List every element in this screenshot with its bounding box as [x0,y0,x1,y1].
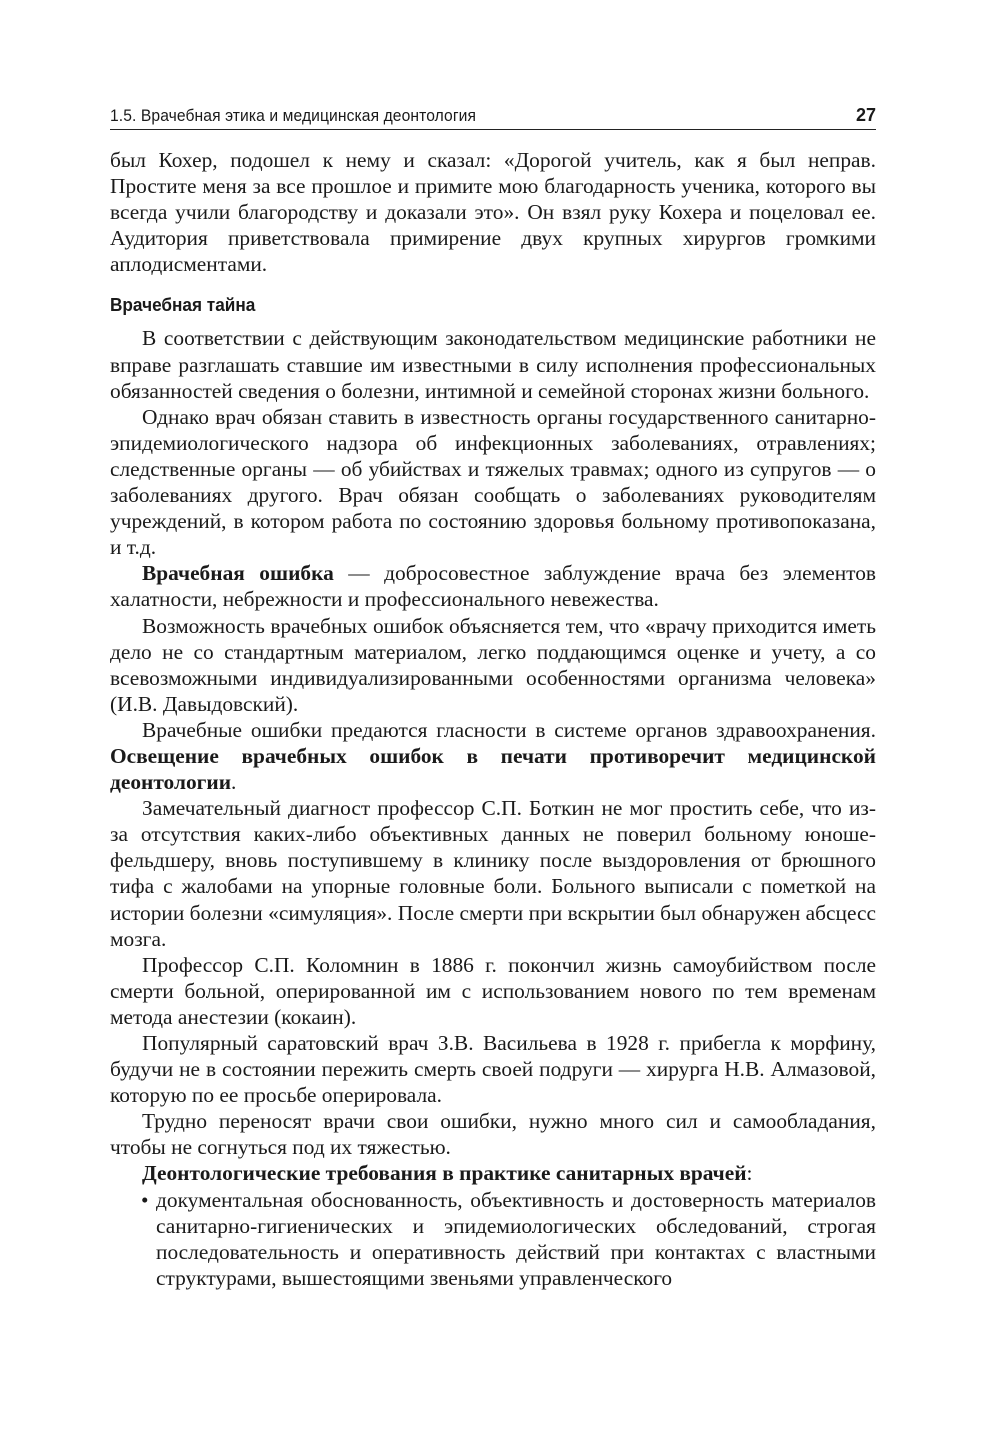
requirements-title: Деонтологические требования в практике санитарных врачей [142,1161,747,1186]
defined-term: Врачебная ошибка [142,561,334,586]
section-heading: Врачебная тайна [110,294,256,316]
paragraph-text: . [231,770,237,795]
requirements-list [110,1187,876,1291]
body-text [110,147,876,1291]
requirements-colon: : [746,1161,753,1186]
paragraph: Замечательный диагност профессор С.П. Боткин не мог простить себе, что из-за отсутствия каких-либо объективных данных не поверил больному юноше-фельдшеру, вновь поступившему в клинику после выздоровления от брюшного тифа с жалобами на упорные головные боли. Больного выписали с пометкой на истории болезни «симуляция». После смерти при вскрытии был обнаружен абсцесс мозга. [110,796,876,951]
paragraph: Однако врач обязан ставить в известность органы государственного санитарно-эпидемиологического надзора об инфекционных заболеваниях, отравлениях; следственные органы — об убийствах и тяжелых травмах; одного из супругов — о заболеваниях другого. Врач обязан сообщать о заболеваниях руководителям учреждений, в котором работа по состоянию здоровья больному противопоказана, и т.д. [110,404,876,560]
paragraph [110,717,876,795]
list-item-text: документальная обоснованность, объективность и достоверность материалов санитарно-гигиенических и эпидемиологических обследований, строгая последовательность и оперативность действий при контактах с властными структурами, вышестоящими звеньями управленческого [156,1187,876,1290]
definition-text: — добросовестное заблуждение врача без элементов халатности, небрежности и профессионального невежества. [110,561,877,612]
running-header [110,103,876,130]
requirements-heading [110,1160,876,1186]
paragraph-definition [110,560,876,612]
paragraph-continuation: был Кохер, подошел к нему и сказал: «Дорогой учитель, как я был неправ. Простите меня за все прошлое и примите мою благодарность ученика, которого вы всегда учили благородству и доказали это». Он взял руку Кохера и поцеловал ее. Аудитория приветствовала примирение двух крупных хирургов громкими аплодисментами. [110,148,876,277]
paragraph: Трудно переносят врачи свои ошибки, нужно много сил и самообладания, чтобы не согнуться под их тяжестью. [110,1109,876,1160]
paragraph: В соответствии с действующим законодательством медицинские работники не вправе разглашать ставшие им известными в силу исполнения профессиональных обязанностей сведения о болезни, интимной и семейной сторонах жизни больного. [110,326,876,403]
emphasis-text: Освещение врачебных ошибок в печати противоречит медицинской деонтологии [110,743,876,795]
page-number: 27 [855,105,876,125]
list-item [141,1187,876,1291]
bullet-icon: • [141,1187,149,1212]
paragraph: Популярный саратовский врач З.В. Васильева в 1928 г. прибегла к морфину, будучи не в состоянии пережить смерть своей подруги — хирурга Н.В. Алмазовой, которую по ее просьбе оперировала. [110,1031,876,1108]
paragraph: Возможность врачебных ошибок объясняется тем, что «врачу приходится иметь дело не со стандартным материалом, легко поддающимся оценке и учету, а со всевозможными индивидуализированными особенностями организма человека» (И.В. Давыдовский). [110,613,876,716]
running-title: 1.5. Врачебная этика и медицинская деонтология [110,106,477,125]
paragraph: Профессор С.П. Коломнин в 1886 г. покончил жизнь самоубийством после смерти больной, оперированной им с использованием нового по тем временам метода анестезии (кокаин). [110,952,876,1029]
paragraph-text: Врачебные ошибки предаются гласности в системе органов здравоохранения. [142,717,876,742]
